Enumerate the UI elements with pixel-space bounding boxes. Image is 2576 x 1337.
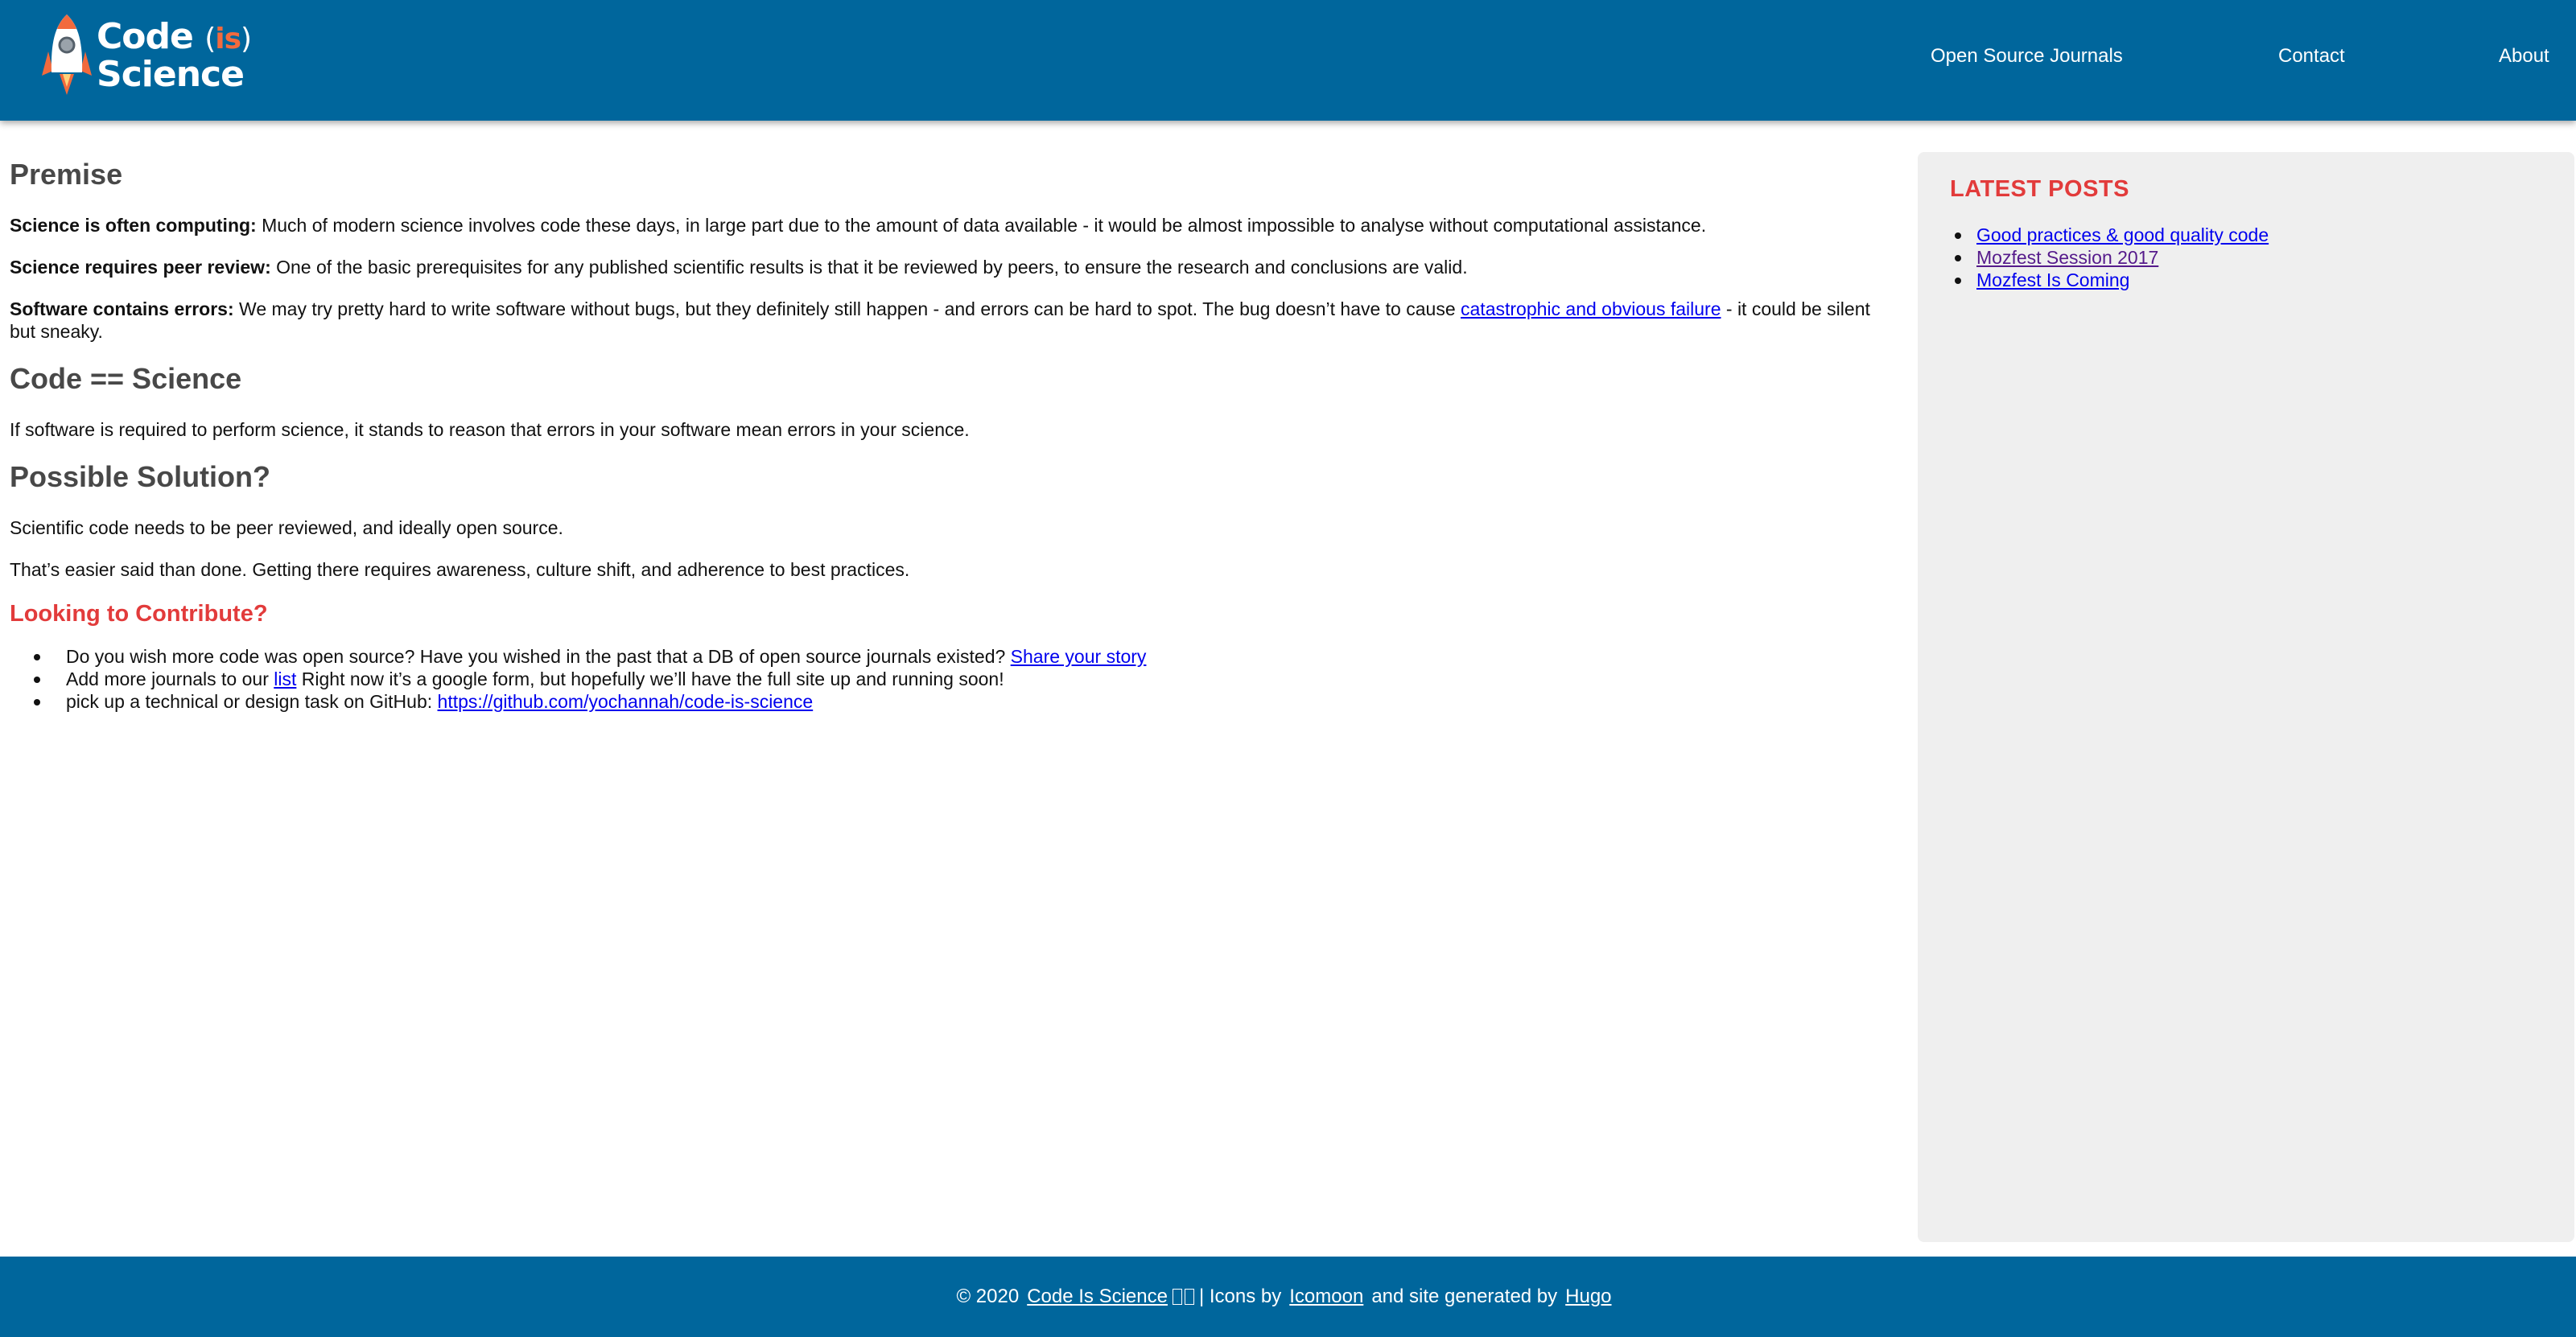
premise-item-label: Software contains errors:	[10, 298, 234, 319]
list-item	[1950, 224, 2542, 246]
list-item-text: Do you wish more code was open source? Have you wished in the past that a DB of open source journals existed?	[66, 646, 1011, 667]
nav-contact[interactable]: Contact	[2278, 45, 2345, 67]
list-item-text: Add more journals to our	[66, 668, 274, 689]
list-item-text-after: Right now it’s a google form, but hopefully we’ll have the full site up and running soon!	[296, 668, 1004, 689]
missing-glyph-icon	[1173, 1289, 1194, 1305]
premise-item-peer-review	[10, 256, 1877, 278]
site-header	[0, 0, 2576, 121]
post-link-mozfest-is-coming[interactable]: Mozfest Is Coming	[1976, 269, 2130, 290]
site-logo[interactable]	[40, 13, 252, 98]
sidebar	[1918, 152, 2574, 1242]
solution-paragraph-1: Scientific code needs to be peer reviewed, and ideally open source.	[10, 517, 563, 538]
rocket-logo-icon	[40, 13, 93, 98]
post-link-good-practices[interactable]: Good practices & good quality code	[1976, 224, 2269, 245]
logo-wordmark	[97, 15, 252, 95]
premise-item-computing	[10, 214, 1877, 237]
footer-site-link[interactable]: Code Is Science	[1027, 1286, 1168, 1307]
latest-posts-list	[1950, 224, 2542, 291]
catastrophic-failure-link[interactable]: catastrophic and obvious failure	[1461, 298, 1721, 319]
premise-heading: Premise	[10, 158, 123, 191]
premise-item-label: Science is often computing:	[10, 215, 257, 236]
logo-word-code: Code	[97, 15, 193, 57]
site-footer	[0, 1257, 2576, 1337]
logo-word-science: Science	[97, 53, 244, 95]
code-science-heading: Code == Science	[10, 362, 242, 395]
premise-item-label: Science requires peer review:	[10, 257, 271, 278]
contribute-list	[10, 645, 1877, 713]
github-repo-link[interactable]: https://github.com/yochannah/code-is-science	[437, 691, 814, 712]
premise-item-errors	[10, 298, 1877, 343]
footer-generated-by: and site generated by	[1371, 1286, 1558, 1307]
post-link-mozfest-session-2017[interactable]: Mozfest Session 2017	[1976, 247, 2159, 268]
code-science-text: If software is required to perform science, it stands to reason that errors in your software mean errors in your science.	[10, 419, 970, 440]
list-item	[34, 690, 1877, 713]
nav-open-source-journals[interactable]: Open Source Journals	[1931, 45, 2123, 67]
footer-copyright: © 2020	[956, 1286, 1020, 1307]
list-item	[1950, 269, 2542, 291]
premise-item-text: Much of modern science involves code these days, in large part due to the amount of data available - it would be almost impossible to analyse without computational assistance.	[256, 215, 1707, 236]
logo-word-is: is	[215, 22, 241, 56]
premise-item-text-after: - it could be silent but sneaky.	[10, 298, 1870, 342]
solution-paragraph-2: That’s easier said than done. Getting there requires awareness, culture shift, and adherence to best practices.	[10, 559, 910, 580]
logo-paren-open: (	[204, 22, 216, 56]
contribute-heading: Looking to Contribute?	[10, 601, 268, 627]
footer-icomoon-link[interactable]: Icomoon	[1289, 1286, 1364, 1307]
logo-paren-close: )	[241, 22, 252, 56]
possible-solution-heading: Possible Solution?	[10, 460, 271, 493]
journal-list-link[interactable]: list	[274, 668, 297, 689]
share-story-link[interactable]: Share your story	[1010, 646, 1147, 667]
footer-hugo-link[interactable]: Hugo	[1565, 1286, 1612, 1307]
list-item-text: pick up a technical or design task on GitHub:	[66, 691, 438, 712]
nav-about[interactable]: About	[2499, 45, 2549, 67]
premise-item-text: We may try pretty hard to write software without bugs, but they definitely still happen - and errors can be hard to spot. The bug doesn’t have to cause	[233, 298, 1461, 319]
premise-item-text: One of the basic prerequisites for any published scientific results is that it be reviewed by peers, to ensure the research and conclusions are valid.	[270, 257, 1468, 278]
list-item	[34, 668, 1877, 690]
list-item	[34, 645, 1877, 668]
latest-posts-heading: LATEST POSTS	[1950, 176, 2129, 202]
list-item	[1950, 246, 2542, 269]
main-content	[10, 158, 1877, 713]
footer-icons-by: | Icons by	[1198, 1286, 1282, 1307]
